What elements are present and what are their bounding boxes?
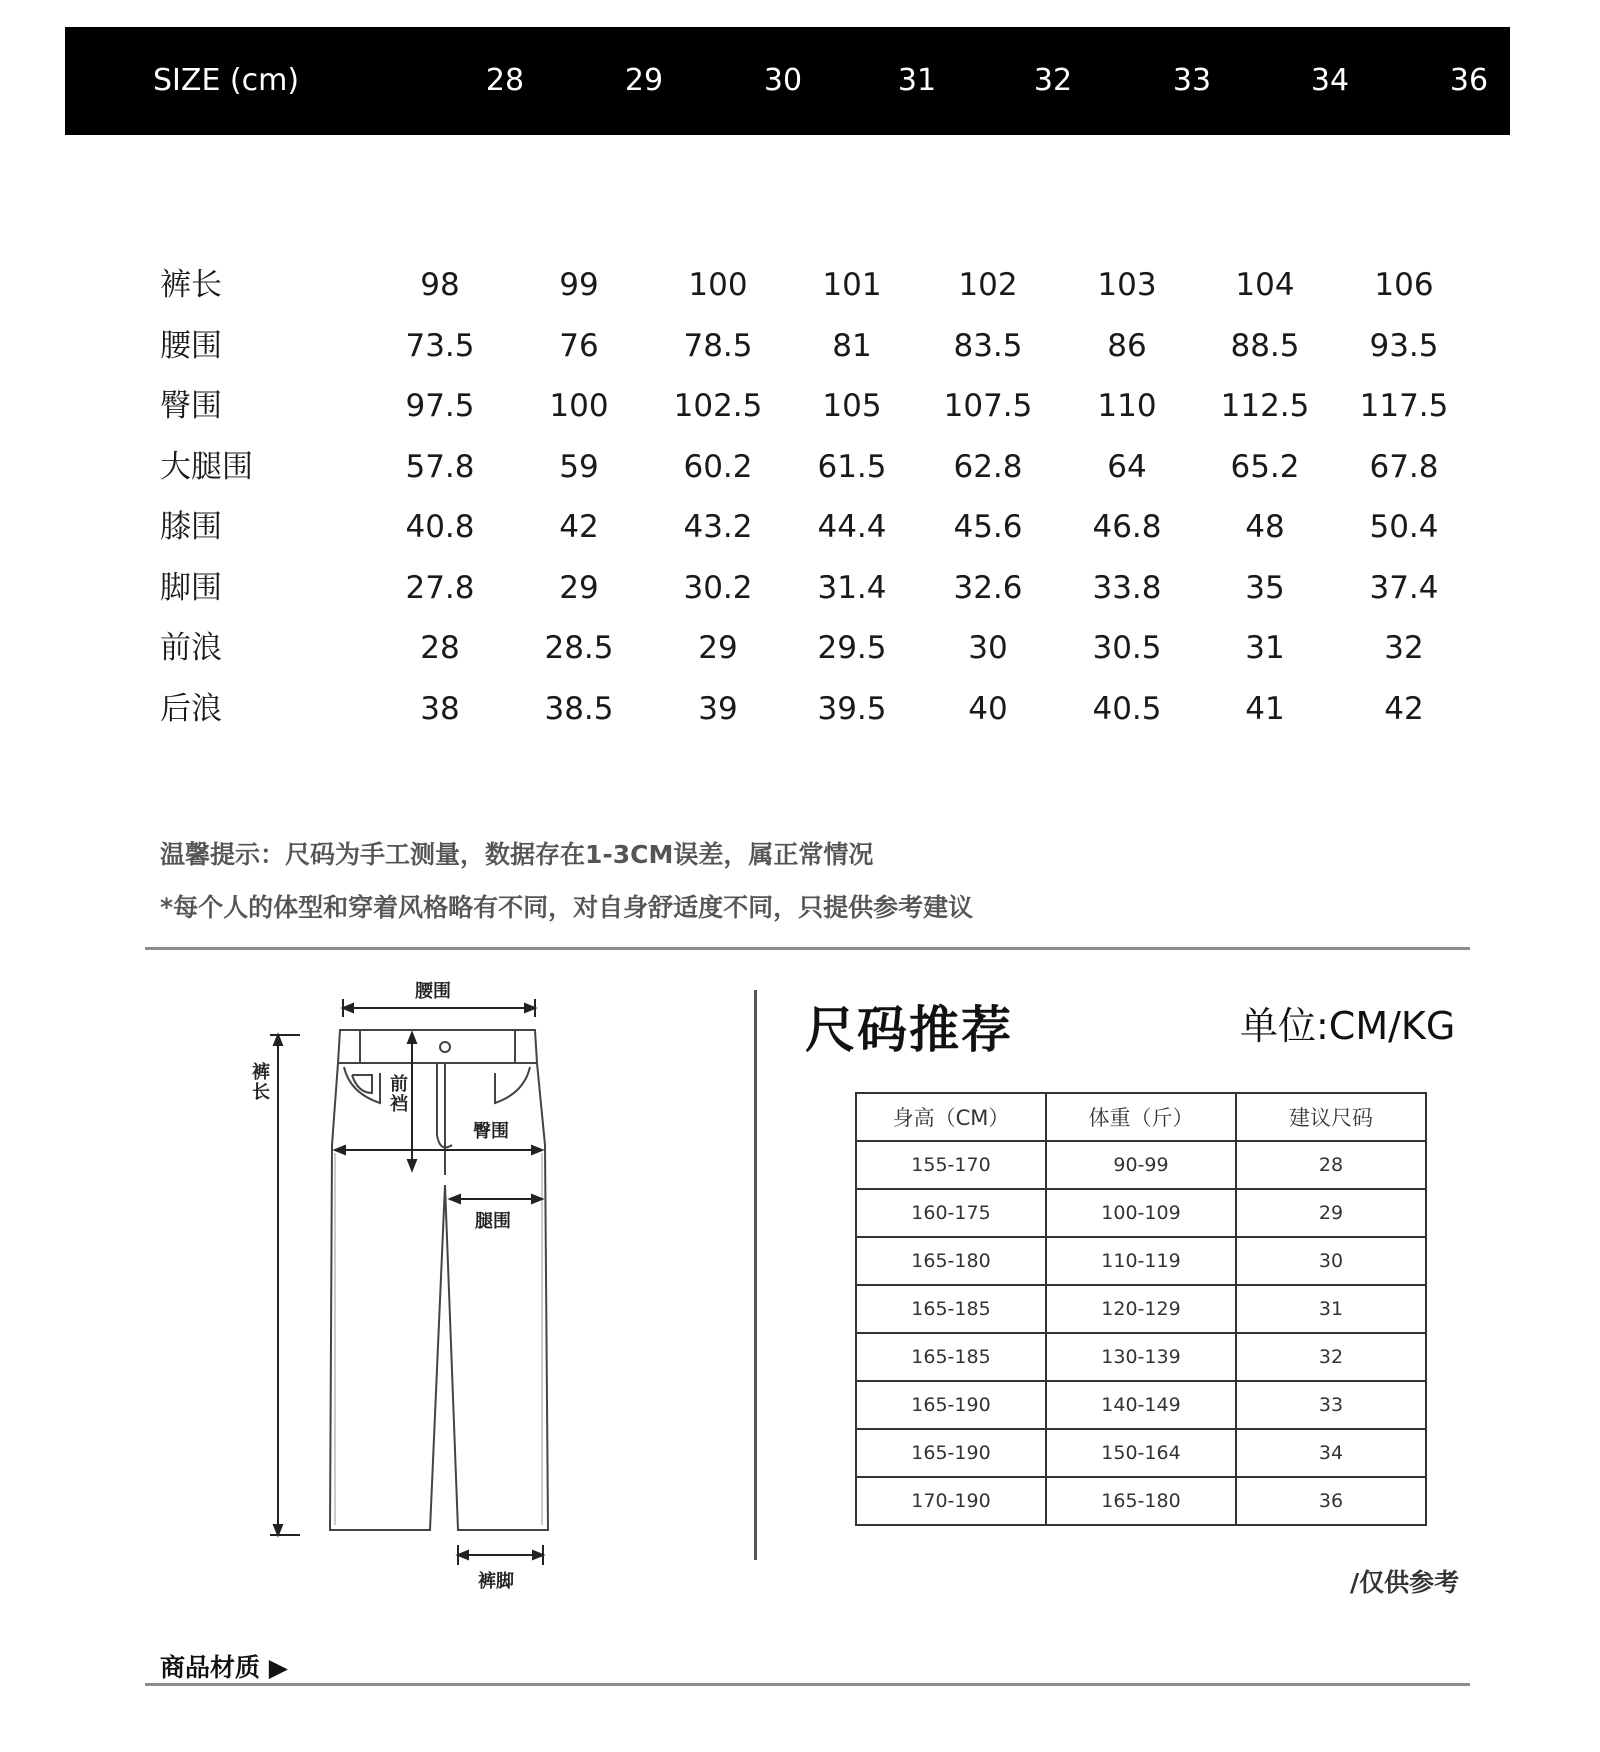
measurement-value: 41 [1245,690,1285,727]
recommendation-cell: 110-119 [1046,1237,1236,1285]
diagram-label-front-rise: 前裆 [390,1074,408,1115]
measurement-value: 104 [1235,267,1295,303]
measurement-value: 60.2 [683,448,753,485]
size-header-cell: 32 [1033,63,1073,98]
recommendation-cell: 32 [1236,1333,1426,1381]
measurement-value: 93.5 [1369,327,1439,364]
measurement-row [0,437,1600,497]
measurement-value: 83.5 [953,327,1023,364]
size-header-cell: 28 [485,63,525,98]
measurement-value: 98 [420,267,460,303]
measurement-value: 64 [1107,448,1147,485]
measurement-value: 38.5 [544,690,614,727]
measurement-row [0,316,1600,376]
measurement-value: 102.5 [673,388,763,424]
recommendation-cell: 170-190 [856,1477,1046,1525]
measurement-value: 102 [958,267,1018,303]
measurement-name: 裤长 [160,267,222,303]
recommendation-cell: 165-180 [1046,1477,1236,1525]
recommendation-cell: 165-190 [856,1381,1046,1429]
measurement-value: 39 [698,690,738,727]
pants-outline-icon [240,975,570,1595]
size-header-cell: 30 [763,63,803,98]
measurement-value: 117.5 [1359,388,1449,424]
measurement-row [0,376,1600,436]
measurement-value: 78.5 [683,327,753,364]
measurement-value: 42 [1384,690,1424,727]
measurement-value: 29.5 [817,630,887,666]
recommendation-cell: 31 [1236,1285,1426,1333]
vertical-divider [754,990,757,1560]
recommendation-cell: 33 [1236,1381,1426,1429]
recommendation-cell: 30 [1236,1237,1426,1285]
recommendation-title: 尺码推荐 [805,1001,1013,1059]
recommendation-row [856,1477,1426,1525]
measurement-value: 76 [559,327,599,364]
measurement-name: 脚围 [160,569,222,606]
diagram-label-thigh: 腿围 [475,1211,511,1232]
recommendation-row [856,1285,1426,1333]
measurement-value: 57.8 [405,448,475,485]
header-height: 身高（CM） [856,1093,1046,1141]
measurement-value: 65.2 [1230,448,1300,485]
measurement-value: 31 [1245,630,1285,666]
recommendation-cell: 160-175 [856,1189,1046,1237]
measurement-value: 67.8 [1369,448,1439,485]
measurement-value: 50.4 [1369,509,1439,545]
measurement-value: 100 [688,267,748,303]
measurement-row [0,558,1600,618]
measurement-value: 28 [420,630,460,666]
size-header-bar [65,27,1510,135]
measurement-value: 29 [559,569,599,606]
diagram-label-length: 裤长 [252,1062,270,1103]
size-header-cell: 29 [624,63,664,98]
measurement-value: 40 [968,690,1008,727]
measurement-value: 31.4 [817,569,887,606]
measurement-value: 99 [559,267,599,303]
measurement-value: 112.5 [1220,388,1310,424]
recommendation-cell: 165-190 [856,1429,1046,1477]
reference-note: /仅供参考 [1350,1568,1460,1597]
measurement-value: 38 [420,690,460,727]
recommendation-row [856,1189,1426,1237]
recommendation-row [856,1381,1426,1429]
recommendation-row [856,1237,1426,1285]
measurement-name: 后浪 [160,690,222,727]
measurement-row [0,255,1600,315]
measurement-name: 前浪 [160,630,222,666]
measurement-name: 臀围 [160,388,222,424]
recommendation-cell: 120-129 [1046,1285,1236,1333]
measurement-value: 97.5 [405,388,475,424]
recommendation-cell: 28 [1236,1141,1426,1189]
measurement-value: 86 [1107,327,1147,364]
recommendation-cell: 34 [1236,1429,1426,1477]
measurement-value: 59 [559,448,599,485]
recommendation-row [856,1429,1426,1477]
recommendation-cell: 165-180 [856,1237,1046,1285]
diagram-label-hem: 裤脚 [478,1571,514,1592]
size-header-cell: 36 [1449,63,1489,98]
measurement-value: 30.2 [683,569,753,606]
measurement-value: 88.5 [1230,327,1300,364]
tip-line-2: *每个人的体型和穿着风格略有不同，对自身舒适度不同，只提供参考建议 [160,893,974,922]
diagram-label-waist: 腰围 [415,981,451,1002]
measurement-value: 43.2 [683,509,753,545]
measurement-value: 105 [822,388,882,424]
measurement-row [0,497,1600,557]
measurement-value: 44.4 [817,509,887,545]
measurement-value: 37.4 [1369,569,1439,606]
measurement-value: 45.6 [953,509,1023,545]
size-header-cell: 34 [1310,63,1350,98]
recommendation-cell: 140-149 [1046,1381,1236,1429]
recommendation-table [855,1092,1427,1526]
header-size: 建议尺码 [1236,1093,1426,1141]
recommendation-row [856,1141,1426,1189]
recommendation-cell: 150-164 [1046,1429,1236,1477]
measurement-value: 35 [1245,569,1285,606]
measurement-value: 32 [1384,630,1424,666]
recommendation-cell: 90-99 [1046,1141,1236,1189]
recommendation-row [856,1333,1426,1381]
diagram-label-hip: 臀围 [473,1121,509,1142]
recommendation-cell: 29 [1236,1189,1426,1237]
measurement-value: 103 [1097,267,1157,303]
measurement-value: 106 [1374,267,1434,303]
measurement-value: 39.5 [817,690,887,727]
measurement-name: 膝围 [160,509,222,545]
measurement-value: 46.8 [1092,509,1162,545]
measurement-value: 48 [1245,509,1285,545]
measurement-value: 30.5 [1092,630,1162,666]
measurement-value: 40.5 [1092,690,1162,727]
size-header-cell: 31 [897,63,937,98]
recommendation-header-row [856,1093,1426,1141]
header-weight: 体重（斤） [1046,1093,1236,1141]
section-divider [145,947,1470,950]
measurement-value: 28.5 [544,630,614,666]
measurement-value: 101 [822,267,882,303]
measurement-row [0,618,1600,678]
measurement-value: 40.8 [405,509,475,545]
tip-line-1: 温馨提示：尺码为手工测量，数据存在1-3CM误差，属正常情况 [160,840,874,869]
bottom-divider [145,1683,1470,1686]
unit-label: 单位:CM/KG [1240,1004,1456,1048]
size-header-label: SIZE (cm) [153,63,300,98]
recommendation-cell: 155-170 [856,1141,1046,1189]
measurement-name: 腰围 [160,327,222,364]
measurement-value: 30 [968,630,1008,666]
measurement-value: 107.5 [943,388,1033,424]
measurement-value: 32.6 [953,569,1023,606]
size-header-cell: 33 [1172,63,1212,98]
recommendation-cell: 36 [1236,1477,1426,1525]
material-section-label: 商品材质 ▶ [160,1653,288,1682]
measurement-value: 27.8 [405,569,475,606]
measurement-value: 42 [559,509,599,545]
pants-measurement-diagram [240,975,570,1595]
measurement-value: 73.5 [405,327,475,364]
measurement-value: 33.8 [1092,569,1162,606]
measurement-name: 大腿围 [160,448,253,485]
recommendation-cell: 130-139 [1046,1333,1236,1381]
measurement-value: 100 [549,388,609,424]
measurement-value: 61.5 [817,448,887,485]
measurement-value: 110 [1097,388,1157,424]
measurement-value: 81 [832,327,872,364]
measurement-value: 62.8 [953,448,1023,485]
measurement-value: 29 [698,630,738,666]
measurement-row [0,679,1600,739]
recommendation-cell: 165-185 [856,1285,1046,1333]
recommendation-cell: 165-185 [856,1333,1046,1381]
recommendation-cell: 100-109 [1046,1189,1236,1237]
